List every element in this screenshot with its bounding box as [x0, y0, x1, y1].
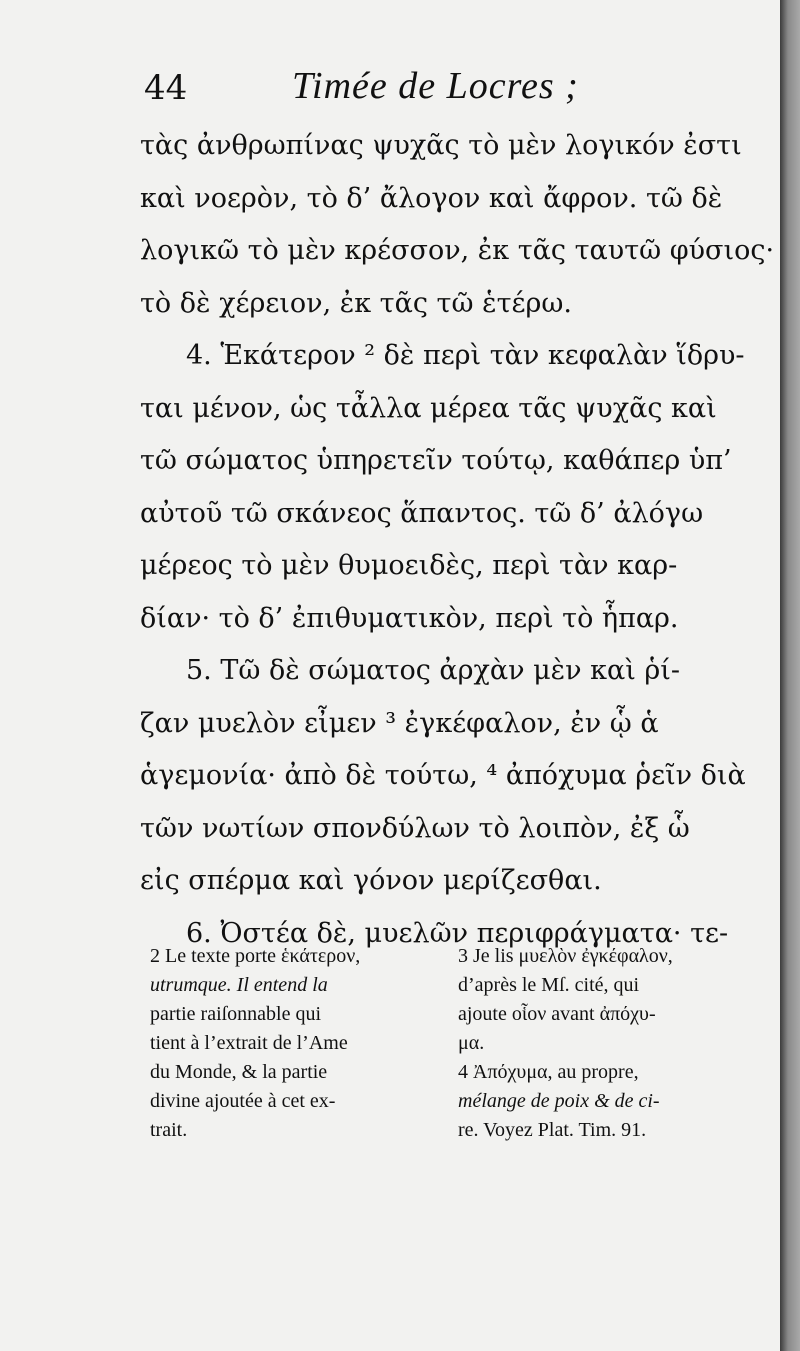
text-line: τὸ δὲ χέρειον, ἐκ τᾶς τῶ ἑτέρω. [140, 287, 572, 319]
footnote-line: tient à l’extrait de l’Ame [150, 1032, 348, 1054]
footnote-line: μα. [458, 1032, 485, 1054]
text-line: ἁγεμονία· ἀπὸ δὲ τούτω, ⁴ ἀπόχυμα ῥεῖν διὰ [140, 760, 746, 791]
text-line: λογικῶ τὸ μὲν κρέσσον, ἐκ τᾶς ταυτῶ φύσιος· [140, 235, 775, 266]
text-line: τὰς ἀνθρωπίνας ψυχᾶς τὸ μὲν λογικόν ἐστι [140, 130, 742, 161]
text-line: εἰς σπέρμα καὶ γόνον μερίζεσθαι. [140, 865, 602, 896]
footnotes [150, 942, 750, 1162]
footnote-line: partie raiſonnable qui [150, 1003, 322, 1025]
footnote-line: 4 Ἀπόχυμα, au propre, [458, 1061, 639, 1083]
running-title: Timée de Locres ; [292, 65, 579, 107]
text-line: αὐτοῦ τῶ σκάνεος ἅπαντος. τῶ δ’ ἀλόγω [140, 497, 704, 529]
page-number: 44 [144, 68, 188, 108]
page-edge-shadow [780, 0, 800, 1351]
text-line: τῶ σώματος ὑπηρετεῖν τούτῳ, καθάπερ ὑπ’ [140, 445, 732, 476]
text-line: καὶ νοερὸν, τὸ δ’ ἄλογον καὶ ἄφρον. τῶ δὲ [140, 182, 723, 214]
footnote-column-left [150, 942, 438, 1145]
footnote-line: divine ajoutée à cet ex- [150, 1090, 336, 1112]
footnote-line: ajoute οἷον avant ἀπόχυ- [458, 1003, 656, 1025]
text-line: τῶν νωτίων σπονδύλων τὸ λοιπὸν, ἐξ ὧ [140, 812, 690, 844]
text-line: μέρεος τὸ μὲν θυμοειδὲς, περὶ τὰν καρ- [140, 550, 678, 581]
text-line: 5. Τῶ δὲ σώματος ἀρχὰν μὲν καὶ ῥί- [186, 655, 680, 686]
footnote-column-right [458, 942, 750, 1145]
page-header [140, 58, 590, 112]
footnote-line: 3 Je lis μυελὸν ἐγκέφαλον, [458, 945, 673, 967]
footnote-line: re. Voyez Plat. Tim. 91. [458, 1119, 647, 1141]
footnote-line: du Monde, & la partie [150, 1061, 328, 1083]
footnote-line: mélange de poix & de ci- [458, 1090, 660, 1112]
greek-text-block [140, 120, 780, 960]
footnote-line: 2 Le texte porte ἑκάτερον, [150, 945, 361, 967]
text-line: δίαν· τὸ δ’ ἐπιθυματικὸν, περὶ τὸ ἧπαρ. [140, 602, 679, 634]
text-line: 6. Ὀστέα δὲ, μυελῶν περιφράγματα· τε- [186, 917, 729, 949]
footnote-line: d’après le Mſ. cité, qui [458, 974, 640, 996]
footnote-line: trait. [150, 1119, 188, 1141]
text-line: ται μένον, ὡς τἆλλα μέρεα τᾶς ψυχᾶς καὶ [140, 392, 717, 424]
text-line: 4. Ἑκάτερον ² δὲ περὶ τὰν κεφαλὰν ἵδρυ- [186, 340, 745, 371]
text-line: ζαν μυελὸν εἶμεν ³ ἐγκέφαλον, ἐν ᾧ ἁ [140, 707, 659, 739]
footnote-line: utrumque. Il entend la [150, 974, 328, 996]
